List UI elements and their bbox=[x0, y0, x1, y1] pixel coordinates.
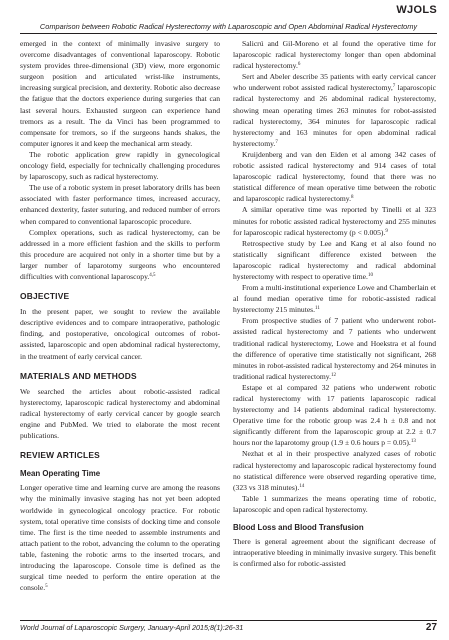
journal-citation: World Journal of Laparoscopic Surgery, January-April 2015;8(1):26-31 bbox=[20, 623, 244, 632]
citation: 11 bbox=[315, 306, 320, 312]
right-column bbox=[233, 38, 436, 569]
paragraph: Complex operations, such as radical hysterectomy, can be addressed in a more efficient fashion and the skills to perform this procedure are acquired not only in a shorter time but by a larger number of laparotomy surgeons who encountered difficulties with conventional laparoscopy.$^{4,5}$ bbox=[20, 227, 220, 281]
citation: 4,5 bbox=[149, 272, 156, 278]
paragraph: From a multi-institutional experience Lowe and Chamberlain et al found median operative time for robotic-assisted radical hysterectomy 215 minutes.$^{11}$ bbox=[233, 283, 436, 315]
paragraph: There is general agreement about the significant decrease of intraoperative bleeding in minimally invasive surgery. This benefit is confirmed also for robotic-assisted bbox=[233, 537, 436, 569]
paragraph: From prospective studies of 7 patient who underwent robot-assisted radical hysterectomy and 7 patients who underwent traditional radical hysterectomy, Lowe and Hoekstra et al found the difference of operative time statistically not significant, 268 minutes in robot-assisted radical hysterectomy and 264 minutes in traditional radical hysterectomy.$^{12}$ bbox=[233, 316, 436, 381]
paragraph: Nezhat et al in their prospective analyzed cases of robotic radical hysterectomy and laparoscopic radical hysterectomy found no statistical difference were observed regarding operative time, (323 vs 318 minutes).$^{14}$ bbox=[233, 449, 436, 492]
left-column bbox=[20, 38, 220, 593]
subsection-heading-operating-time: Mean Operating Time bbox=[20, 469, 101, 479]
paragraph: Retrospective study by Lee and Kang et al also found no statistically significant difference existed between the laparoscopic radical hysterectomy and radical abdominal hysterectomy with respect to operative time.$^{10}$ bbox=[233, 238, 436, 281]
citation: 5 bbox=[45, 584, 48, 590]
paragraph: We searched the articles about robotic-assisted radical hysterectomy, laparoscopic radical hysterectomy and abdominal radical hysterectomy of early cervical cancer by google search engine and PubMed. We tried to elaborate the most recent publications. bbox=[20, 386, 220, 441]
paragraph: emerged in the context of minimally invasive surgery to overcome disadvantages of conventional laparoscopy. Robotic system provides three-dimensional (3D) view, more ergonomic surgeon position and articulated wrist-like instruments, increasing surgical precision, and dexterity. Robotic also decrease the fatigue that the doctors experience during surgeries that can last several hours. Exhausted surgeon can experience hand tremors as a result. The da Vinci has been programmed to compensate for tremors, so if the surgeons hands shakes, the computer ignores it and keep the mechanical arm steady. bbox=[20, 39, 220, 148]
citation: 7 bbox=[275, 139, 278, 145]
citation: 14 bbox=[299, 483, 305, 489]
citation: 12 bbox=[330, 372, 336, 378]
paragraph: Longer operative time and learning curve are among the reasons why the minimally invasive staging has not yet been adopted worldwide in gynecological oncology practice. For robotic system, total operative time consists of docking time and console time. The first is the time needed to assemble instruments and attach patient to the robot, advancing the column to the operating table, fastening the robotic arms to the inserted trocars, and introducing the laparoscope. Console time is defined as the surgical time needed to perform the entire operation at the console.$^5$ bbox=[20, 483, 220, 593]
paragraph: A similar operative time was reported by Tinelli et al 323 minutes for robotic assisted radical hysterectomy and 255 minutes for laparoscopic radical hysterectomy (p < 0.005).$^9$ bbox=[233, 205, 436, 237]
section-heading-review: REVIEW ARTICLES bbox=[20, 450, 100, 461]
paragraph: The use of a robotic system in preset laboratory drills has been associated with faster performance times, increased accuracy, enhanced dexterity, faster suturing, and reduced number of errors when compared to conventional laparoscopic procedure. bbox=[20, 183, 220, 226]
section-heading-objective: OBJECTIVE bbox=[20, 291, 70, 302]
paragraph: Sert and Abeler describe 35 patients with early cervical cancer who underwent robot assisted radical hysterectomy,$^7$ laparoscopic radical hysterectomy and 26 abdominal radical hysterectomy, showing mean operating times 263 minutes for robot-assisted radical hysterectomy, 364 minutes for laparoscopic radical hysterectomy and 163 minutes for open abdominal radical hysterectomy.$^7$ bbox=[233, 72, 436, 148]
section-heading-methods: MATERIALS AND METHODS bbox=[20, 370, 137, 381]
paragraph: Salicrú and Gil-Moreno et al found the operative time for laparoscopic radical hysterectomy longer than open abdominal radical hysterectomy.$^6$ bbox=[233, 39, 436, 71]
paragraph: In the present paper, we sought to review the available descriptive evidences and to compare intraoperative, pathologic finding, and postoperative, oncological outcomes of robot-assisted, laparoscopic and open abdominal radical hysterectomy, in the treatment of early cervical cancer. bbox=[20, 307, 220, 361]
footer bbox=[20, 620, 437, 632]
paragraph: Estape et al compared 32 patiens who underwent robotic radical hysterectomy with 17 patients laparoscopic radical hysterectomy and 14 patients abdominal radical hysterectomy. Operative time for the robotic group was 2.4 h ± 0.8 and not significantly different from the laparoscopic group at 2.2 ± 0.7 hours nor the laparotomy group (1.9 ± 0.6 hours p = 0.05).$^{13}$ bbox=[233, 382, 436, 448]
running-title: Comparison between Robotic Radical Hysterectomy with Laparoscopic and Open Abdominal Radical Hysterectomy bbox=[20, 22, 437, 34]
paragraph: Table 1 summarizes the means operating time of robotic, laparoscopic and open radical hysterectomy. bbox=[233, 493, 436, 514]
paragraph: The robotic application grew rapidly in gynecological oncology field, especially for technically challenging procedures by laparoscopy, such as radical hysterectomy. bbox=[20, 149, 220, 182]
page-number: 27 bbox=[425, 622, 437, 633]
citation: 7 bbox=[392, 84, 396, 90]
citation: 9 bbox=[385, 228, 388, 234]
citation: 6 bbox=[297, 62, 301, 68]
paragraph: Kruijdenberg and van den Eiden et al among 342 cases of robotic assisted radical hysterectomy and 914 cases of total laparoscopic radical hysterectomy, found that there was no statistical difference of mean operative time between the robotic and laparoscopic radical hysterectomy.$^8$ bbox=[233, 149, 436, 204]
publication-label: WJOLS bbox=[396, 4, 437, 16]
citation: 8 bbox=[351, 195, 354, 201]
subsection-heading-blood-loss: Blood Loss and Blood Transfusion bbox=[233, 523, 364, 533]
citation: 10 bbox=[367, 272, 373, 278]
citation: 13 bbox=[410, 439, 416, 445]
